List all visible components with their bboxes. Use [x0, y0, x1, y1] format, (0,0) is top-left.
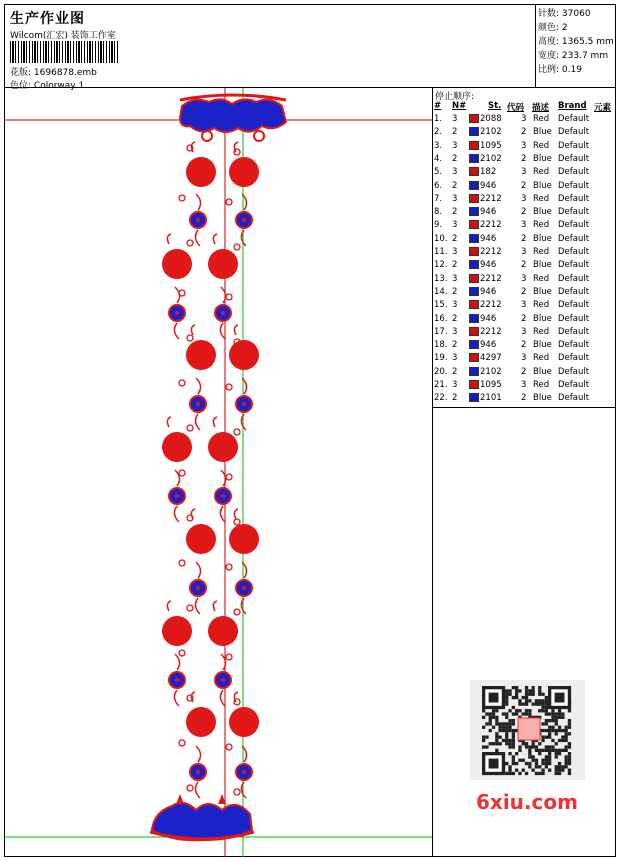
red-ball-motif: [162, 249, 192, 279]
stat-scale: 比例: 0.19: [538, 65, 582, 75]
row-needle: 2: [452, 393, 458, 404]
row-index: 18.: [434, 340, 448, 351]
color-swatch: [469, 234, 479, 243]
row-needle: 3: [452, 353, 458, 364]
row-code: 2: [521, 180, 527, 191]
col-header-code: 代码: [507, 103, 525, 113]
row-desc: Red: [533, 353, 550, 364]
row-desc: Blue: [533, 233, 552, 244]
header-block: [4, 4, 536, 91]
col-header-needle: N#: [452, 101, 467, 111]
stop-sequence-row: [433, 260, 616, 273]
flower-center: [175, 678, 179, 682]
tendril-curl: [187, 605, 193, 611]
flower-center: [242, 770, 246, 774]
row-desc: Red: [533, 247, 550, 257]
row-code: 3: [521, 114, 527, 124]
stop-sequence-row: [433, 194, 616, 207]
tendril-curl: [226, 199, 232, 205]
flower-center: [196, 770, 200, 774]
row-index: 3.: [434, 140, 443, 151]
row-code: 3: [521, 167, 527, 178]
row-needle: 2: [452, 233, 458, 244]
color-swatch: [469, 247, 479, 256]
tendril-curl: [179, 195, 185, 201]
row-index: 20.: [434, 366, 448, 377]
tendril-curl: [179, 290, 185, 296]
stem-swirl: [234, 325, 238, 335]
tendril-curl: [234, 609, 240, 615]
row-code: 2: [521, 313, 527, 324]
row-needle: 3: [452, 193, 458, 204]
row-desc: Blue: [533, 366, 552, 377]
stop-sequence-row: [433, 353, 616, 366]
row-stitches: 2212: [480, 300, 502, 311]
qr-code: [470, 680, 585, 780]
color-swatch: [469, 220, 479, 229]
tendril-curl: [187, 785, 193, 791]
row-stitches: 2102: [480, 153, 502, 164]
row-brand: Default: [558, 180, 590, 191]
color-swatch: [469, 181, 479, 190]
row-desc: Red: [533, 220, 550, 231]
stop-sequence-row: [433, 181, 616, 194]
row-desc: Red: [533, 140, 550, 151]
row-needle: 2: [452, 180, 458, 191]
stem-swirl: [234, 509, 238, 519]
row-code: 2: [521, 286, 527, 297]
row-stitches: 946: [480, 340, 497, 351]
row-stitches: 2212: [480, 247, 502, 257]
row-code: 3: [521, 353, 527, 364]
row-code: 2: [521, 233, 527, 244]
row-needle: 3: [452, 167, 458, 178]
row-needle: 3: [452, 220, 458, 231]
row-index: 15.: [434, 300, 448, 311]
flower-center: [221, 678, 225, 682]
color-swatch: [469, 141, 479, 150]
design-file: [10, 65, 97, 78]
row-brand: Default: [558, 207, 590, 218]
row-stitches: 2212: [480, 193, 502, 204]
row-index: 9.: [434, 220, 443, 231]
row-index: 12.: [434, 260, 448, 271]
stem-swirl: [213, 417, 217, 427]
col-header-index: #: [434, 101, 442, 111]
color-swatch: [469, 327, 479, 336]
design-value: 1696878.emb: [33, 68, 97, 78]
row-desc: Blue: [533, 393, 552, 404]
row-brand: Default: [558, 233, 590, 244]
red-ball-motif: [186, 707, 216, 737]
row-needle: 3: [452, 114, 458, 124]
row-stitches: 4297: [480, 353, 502, 364]
row-brand: Default: [558, 127, 590, 138]
col-header-brand: Brand: [558, 101, 587, 111]
row-stitches: 946: [480, 233, 497, 244]
row-stitches: 2102: [480, 127, 502, 138]
row-index: 1.: [434, 114, 443, 124]
tendril-curl: [234, 789, 240, 795]
col-header-element: 元素: [594, 103, 612, 113]
stop-sequence-row: [433, 234, 616, 247]
tendril-curl: [234, 149, 240, 155]
tendril-curl: [226, 384, 232, 390]
tendril-curl: [226, 294, 232, 300]
colorway-label: 色位:: [10, 81, 32, 91]
row-brand: Default: [558, 326, 590, 337]
row-brand: Default: [558, 220, 590, 231]
row-index: 13.: [434, 273, 448, 284]
row-desc: Blue: [533, 340, 552, 351]
color-swatch: [469, 287, 479, 296]
stop-sequence-row: [433, 380, 616, 393]
row-code: 3: [521, 193, 527, 204]
red-ball-motif: [208, 249, 238, 279]
row-needle: 2: [452, 286, 458, 297]
row-brand: Default: [558, 167, 590, 178]
row-stitches: 2101: [480, 393, 502, 404]
row-stitches: 1095: [480, 380, 502, 390]
row-index: 8.: [434, 207, 443, 218]
stop-sequence-row: [433, 300, 616, 313]
row-stitches: 2088: [480, 114, 502, 124]
red-ball-motif: [162, 616, 192, 646]
row-needle: 3: [452, 273, 458, 284]
stem-swirl: [167, 417, 171, 427]
row-needle: 3: [452, 300, 458, 311]
color-swatch: [469, 353, 479, 362]
company-name: Wilcom(汇宏) 装饰工作室: [10, 31, 116, 41]
red-ball-motif: [186, 157, 216, 187]
color-swatch: [469, 340, 479, 349]
garland-pattern: [162, 142, 259, 798]
row-code: 3: [521, 140, 527, 151]
stat-colors: 颜色: 2: [538, 23, 568, 33]
red-ball-motif: [229, 707, 259, 737]
color-swatch: [469, 300, 479, 309]
stop-sequence-row: [433, 340, 616, 353]
tendril-curl: [179, 380, 185, 386]
row-needle: 2: [452, 153, 458, 164]
stop-sequence-row: [433, 327, 616, 340]
red-ball-motif: [162, 432, 192, 462]
stop-sequence-panel: [433, 88, 616, 408]
stop-sequence-title: 停止顺序:: [435, 92, 475, 102]
colorway-value: Colorway 1: [33, 81, 85, 91]
bottom-ornament: [150, 794, 254, 840]
stop-sequence-row: [433, 314, 616, 327]
row-needle: 3: [452, 326, 458, 337]
row-desc: Blue: [533, 286, 552, 297]
stats-block: [536, 4, 616, 88]
row-brand: Default: [558, 286, 590, 297]
color-swatch: [469, 127, 479, 136]
stem-swirl: [167, 601, 171, 611]
stem-swirl: [191, 325, 195, 335]
tendril-curl: [187, 240, 193, 246]
stop-sequence-row: [433, 141, 616, 154]
color-swatch: [469, 260, 479, 269]
row-brand: Default: [558, 273, 590, 284]
row-code: 3: [521, 220, 527, 231]
color-swatch: [469, 393, 479, 402]
row-index: 5.: [434, 167, 443, 178]
row-code: 2: [521, 127, 527, 138]
design-label: 花版:: [10, 68, 32, 78]
row-index: 4.: [434, 153, 443, 164]
row-stitches: 2212: [480, 326, 502, 337]
embroidery-design: [4, 88, 433, 857]
stop-sequence-row: [433, 393, 616, 406]
red-ball-motif: [208, 432, 238, 462]
tendril-curl: [179, 470, 185, 476]
row-brand: Default: [558, 313, 590, 324]
row-stitches: 946: [480, 260, 497, 271]
tendril-curl: [179, 560, 185, 566]
row-index: 10.: [434, 233, 448, 244]
row-stitches: 946: [480, 313, 497, 324]
row-code: 3: [521, 273, 527, 284]
tendril-curl: [234, 519, 240, 525]
watermark-logo: 6xiu.com: [476, 790, 578, 814]
flower-center: [242, 402, 246, 406]
stem-swirl: [213, 601, 217, 611]
design-preview: [4, 88, 433, 857]
col-header-desc: 描述: [532, 103, 550, 113]
red-ball-motif: [186, 524, 216, 554]
row-index: 17.: [434, 326, 448, 337]
row-desc: Red: [533, 326, 550, 337]
row-brand: Default: [558, 340, 590, 351]
row-index: 6.: [434, 180, 443, 191]
row-desc: Red: [533, 193, 550, 204]
row-code: 2: [521, 207, 527, 218]
flower-center: [175, 311, 179, 315]
color-swatch: [469, 314, 479, 323]
row-brand: Default: [558, 393, 590, 404]
row-needle: 2: [452, 340, 458, 351]
stop-sequence-row: [433, 207, 616, 220]
row-desc: Red: [533, 167, 550, 178]
row-needle: 2: [452, 313, 458, 324]
tendril-curl: [226, 474, 232, 480]
color-swatch: [469, 194, 479, 203]
stat-width: 宽度: 233.7 mm: [538, 51, 609, 61]
flower-center: [196, 402, 200, 406]
row-index: 11.: [434, 247, 448, 257]
row-stitches: 1095: [480, 140, 502, 151]
flower-center: [242, 586, 246, 590]
row-code: 3: [521, 326, 527, 337]
tendril-curl: [226, 744, 232, 750]
row-brand: Default: [558, 380, 590, 390]
tendril-curl: [179, 740, 185, 746]
stem-swirl: [213, 234, 217, 244]
color-swatch: [469, 367, 479, 376]
row-brand: Default: [558, 260, 590, 271]
tendril-curl: [226, 564, 232, 570]
red-ball-motif: [229, 524, 259, 554]
color-swatch: [469, 154, 479, 163]
row-needle: 3: [452, 380, 458, 390]
tendril-curl: [179, 650, 185, 656]
row-index: 2.: [434, 127, 443, 138]
tendril-curl: [187, 425, 193, 431]
flower-center: [221, 311, 225, 315]
row-needle: 2: [452, 366, 458, 377]
row-stitches: 2212: [480, 220, 502, 231]
tendril-curl: [234, 244, 240, 250]
color-swatch: [469, 167, 479, 176]
row-needle: 3: [452, 140, 458, 151]
stat-stitches: 针数: 37060: [538, 9, 591, 19]
tendril-curl: [234, 699, 240, 705]
stop-sequence-row: [433, 247, 616, 260]
row-brand: Default: [558, 247, 590, 257]
row-brand: Default: [558, 366, 590, 377]
row-desc: Blue: [533, 260, 552, 271]
row-stitches: 2212: [480, 273, 502, 284]
row-code: 2: [521, 260, 527, 271]
flower-center: [196, 218, 200, 222]
row-code: 3: [521, 380, 527, 390]
row-desc: Red: [533, 380, 550, 390]
red-ball-motif: [208, 616, 238, 646]
row-index: 19.: [434, 353, 448, 364]
stop-sequence-row: [433, 367, 616, 380]
color-swatch: [469, 274, 479, 283]
color-swatch: [469, 114, 479, 123]
stop-sequence-row: [433, 127, 616, 140]
row-needle: 2: [452, 260, 458, 271]
row-desc: Red: [533, 300, 550, 311]
row-stitches: 946: [480, 180, 497, 191]
row-stitches: 946: [480, 207, 497, 218]
row-desc: Blue: [533, 207, 552, 218]
row-stitches: 182: [480, 167, 497, 178]
stop-sequence-row: [433, 114, 616, 127]
row-code: 2: [521, 366, 527, 377]
flower-center: [221, 494, 225, 498]
row-desc: Red: [533, 273, 550, 284]
row-needle: 2: [452, 127, 458, 138]
row-desc: Red: [533, 114, 550, 124]
color-swatch: [469, 207, 479, 216]
flower-center: [196, 586, 200, 590]
red-ball-motif: [229, 157, 259, 187]
row-brand: Default: [558, 114, 590, 124]
stop-sequence-row: [433, 154, 616, 167]
qr-code-graphic: [470, 680, 585, 780]
row-code: 2: [521, 153, 527, 164]
row-desc: Blue: [533, 127, 552, 138]
red-ball-motif: [229, 340, 259, 370]
stop-sequence-row: [433, 287, 616, 300]
color-swatch: [469, 380, 479, 389]
stop-sequence-row: [433, 167, 616, 180]
stat-height: 高度: 1365.5 mm: [538, 37, 614, 47]
row-index: 22.: [434, 393, 448, 404]
row-desc: Blue: [533, 313, 552, 324]
stop-sequence-row: [433, 220, 616, 233]
row-index: 21.: [434, 380, 448, 390]
col-header-stitches: St.: [488, 101, 502, 111]
tendril-curl: [234, 429, 240, 435]
row-code: 3: [521, 247, 527, 257]
row-needle: 3: [452, 247, 458, 257]
row-index: 14.: [434, 286, 448, 297]
row-brand: Default: [558, 193, 590, 204]
row-desc: Blue: [533, 180, 552, 191]
row-index: 16.: [434, 313, 448, 324]
stop-sequence-row: [433, 274, 616, 287]
row-stitches: 2102: [480, 366, 502, 377]
row-stitches: 946: [480, 286, 497, 297]
flower-center: [242, 218, 246, 222]
row-needle: 2: [452, 207, 458, 218]
red-ball-motif: [186, 340, 216, 370]
row-brand: Default: [558, 153, 590, 164]
page-title: 生产作业图: [10, 11, 85, 27]
tendril-curl: [226, 654, 232, 660]
row-index: 7.: [434, 193, 443, 204]
row-brand: Default: [558, 300, 590, 311]
row-desc: Blue: [533, 153, 552, 164]
row-code: 2: [521, 393, 527, 404]
row-code: 3: [521, 300, 527, 311]
row-brand: Default: [558, 140, 590, 151]
top-ornament: [180, 95, 286, 141]
barcode: [10, 41, 120, 63]
tendril-curl: [187, 335, 193, 341]
stem-swirl: [167, 234, 171, 244]
flower-center: [175, 494, 179, 498]
row-code: 2: [521, 340, 527, 351]
row-brand: Default: [558, 353, 590, 364]
